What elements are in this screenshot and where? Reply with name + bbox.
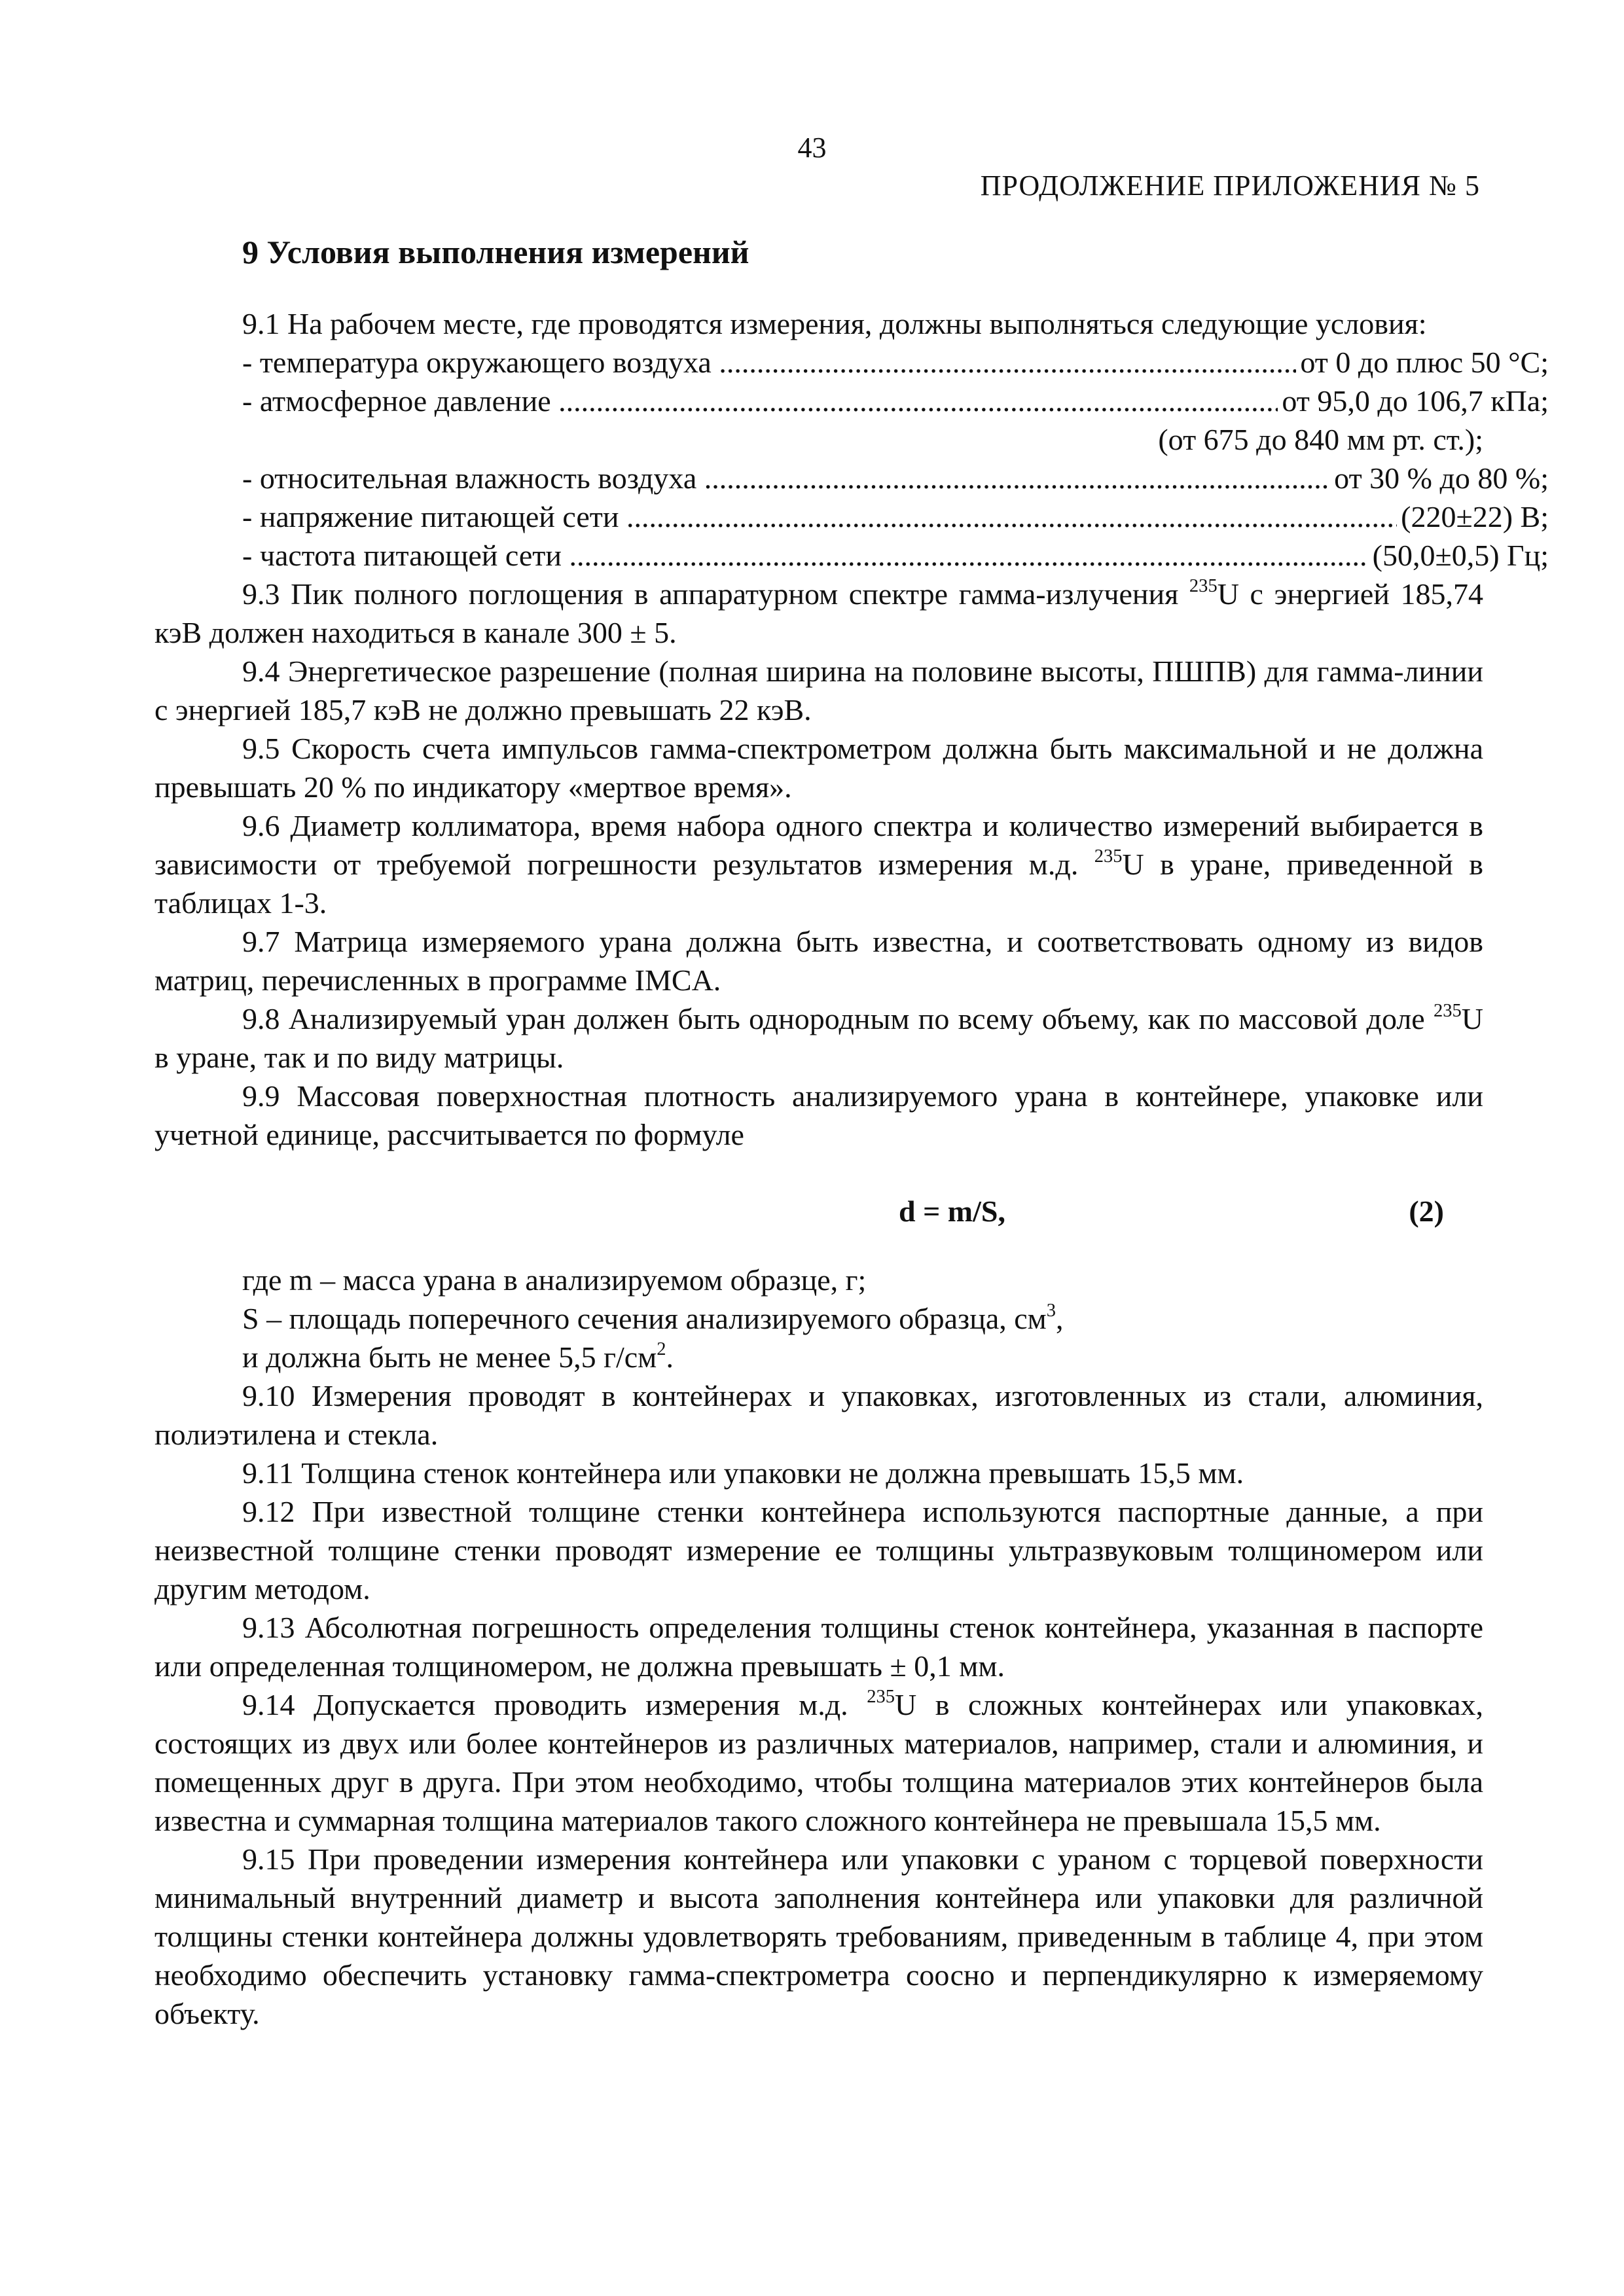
condition-temperature <box>242 343 1549 382</box>
formula-2 <box>154 1192 1483 1230</box>
paragraph-9-10: 9.10 Измерения проводят в контейнерах и упаковках, изготовленных из стали, алюминия, полиэтилена и стекла. <box>154 1379 1483 1451</box>
paragraph-9-13: 9.13 Абсолютная погрешность определения толщины стенок контейнера, указанная в паспорте или определенная толщиномером, не должна превышать ± 0,1 мм. <box>154 1611 1483 1683</box>
formula-where-line-3: и должна быть не менее 5,5 $г/см^2$. <box>242 1338 674 1374</box>
page-number: 43 <box>797 132 827 164</box>
condition-value: от 95,0 до 106,7 кПа; <box>1282 384 1549 418</box>
formula-where-line-2: S – площадь поперечного сечения анализируемого образца, $см^3$, <box>242 1300 1064 1335</box>
condition-pressure <box>242 382 1549 420</box>
condition-pressure-mm: (от 675 до 840 мм рт. ст.); <box>1158 423 1483 456</box>
condition-value: от 30 % до 80 %; <box>1334 461 1549 495</box>
formula-where-line-1: где m – масса урана в анализируемом образце, г; <box>242 1263 867 1297</box>
condition-label: - атмосферное давление ..... <box>242 382 1278 420</box>
section-title: 9 Условия выполнения измерений <box>242 234 749 270</box>
condition-value: (50,0±0,5) Гц; <box>1372 539 1549 572</box>
condition-label: - частота питающей сети ..... <box>242 536 1369 575</box>
condition-value: (220±22) В; <box>1401 500 1549 533</box>
paragraph-9-9: 9.9 Массовая поверхностная плотность анализируемого урана в контейнере, упаковке или учетной единице, рассчитывается по формуле <box>154 1079 1483 1151</box>
appendix-label: ПРОДОЛЖЕНИЕ ПРИЛОЖЕНИЯ № 5 <box>980 170 1480 202</box>
paragraph-9-11: 9.11 Толщина стенок контейнера или упаковки не должна превышать 15,5 мм. <box>242 1456 1244 1490</box>
condition-label: - относительная влажность воздуха ..... <box>242 459 1330 497</box>
document-body <box>154 304 1549 2033</box>
paragraph-9-14: 9.14 Допускается проводить измерения м.д. $^{235}$U в сложных контейнерах или упаковках, состоящих из двух или более контейнеров из различных материалов, например, стали и алюминия, и помещенных друг в друга. При этом необходимо, чтобы толщина материалов этих контейнеров была известна и суммарная толщина материалов такого сложного контейнера не превышала 15,5 мм. <box>154 1686 1483 1837</box>
condition-label: - напряжение питающей сети ..... <box>242 497 1397 536</box>
condition-frequency <box>242 536 1549 575</box>
paragraph-9-15: 9.15 При проведении измерения контейнера или упаковки с ураном с торцевой поверхности минимальный внутренний диаметр и высота заполнения контейнера или упаковки для различной толщины стенки контейнера должны удовлетворять требованиям, приведенным в таблице 4, при этом необходимо обеспечить установку гамма-спектрометра соосно и перпендикулярно к измеряемому объекту. <box>154 1842 1483 2030</box>
condition-voltage <box>242 497 1549 536</box>
paragraph-9-6: 9.6 Диаметр коллиматора, время набора одного спектра и количество измерений выбирается в зависимости от требуемой погрешности результатов измерения м.д. $^{235}$U в уране, приведенной в таблицах 1-3. <box>154 809 1484 920</box>
paragraph-9-12: 9.12 При известной толщине стенки контейнера используются паспортные данные, а при неизвестной толщине стенки проводят измерение ее толщины ультразвуковым толщиномером или другим методом. <box>154 1495 1483 1605</box>
paragraph-9-8: 9.8 Анализируемый уран должен быть однородным по всему объему, как по массовой доле $^{235}$U в уране, так и по виду матрицы. <box>154 1000 1483 1074</box>
condition-label: - температура окружающего воздуха ..... <box>242 343 1296 382</box>
formula-text: d = m/S, <box>899 1194 1005 1228</box>
paragraph-9-1: 9.1 На рабочем месте, где проводятся измерения, должны выполняться следующие условия: <box>242 307 1427 340</box>
condition-humidity <box>242 459 1549 497</box>
paragraph-9-7: 9.7 Матрица измеряемого урана должна быть известна, и соответствовать одному из видов матриц, перечисленных в программе IMCA. <box>154 925 1483 997</box>
formula-number: (2) <box>1409 1194 1444 1228</box>
paragraph-9-3: 9.3 Пик полного поглощения в аппаратурном спектре гамма-излучения $^{235}$U с энергией 185,74 кэВ должен находиться в канале 300 ± 5. <box>154 575 1483 649</box>
condition-value: от 0 до плюс 50 °С; <box>1300 346 1549 379</box>
paragraph-9-4: 9.4 Энергетическое разрешение (полная ширина на половине высоты, ПШПВ) для гамма-линии с энергией 185,7 кэВ не должно превышать 22 кэВ. <box>154 655 1483 726</box>
paragraph-9-5: 9.5 Скорость счета импульсов гамма-спектрометром должна быть максимальной и не должна превышать 20 % по индикатору «мертвое время». <box>154 732 1483 804</box>
